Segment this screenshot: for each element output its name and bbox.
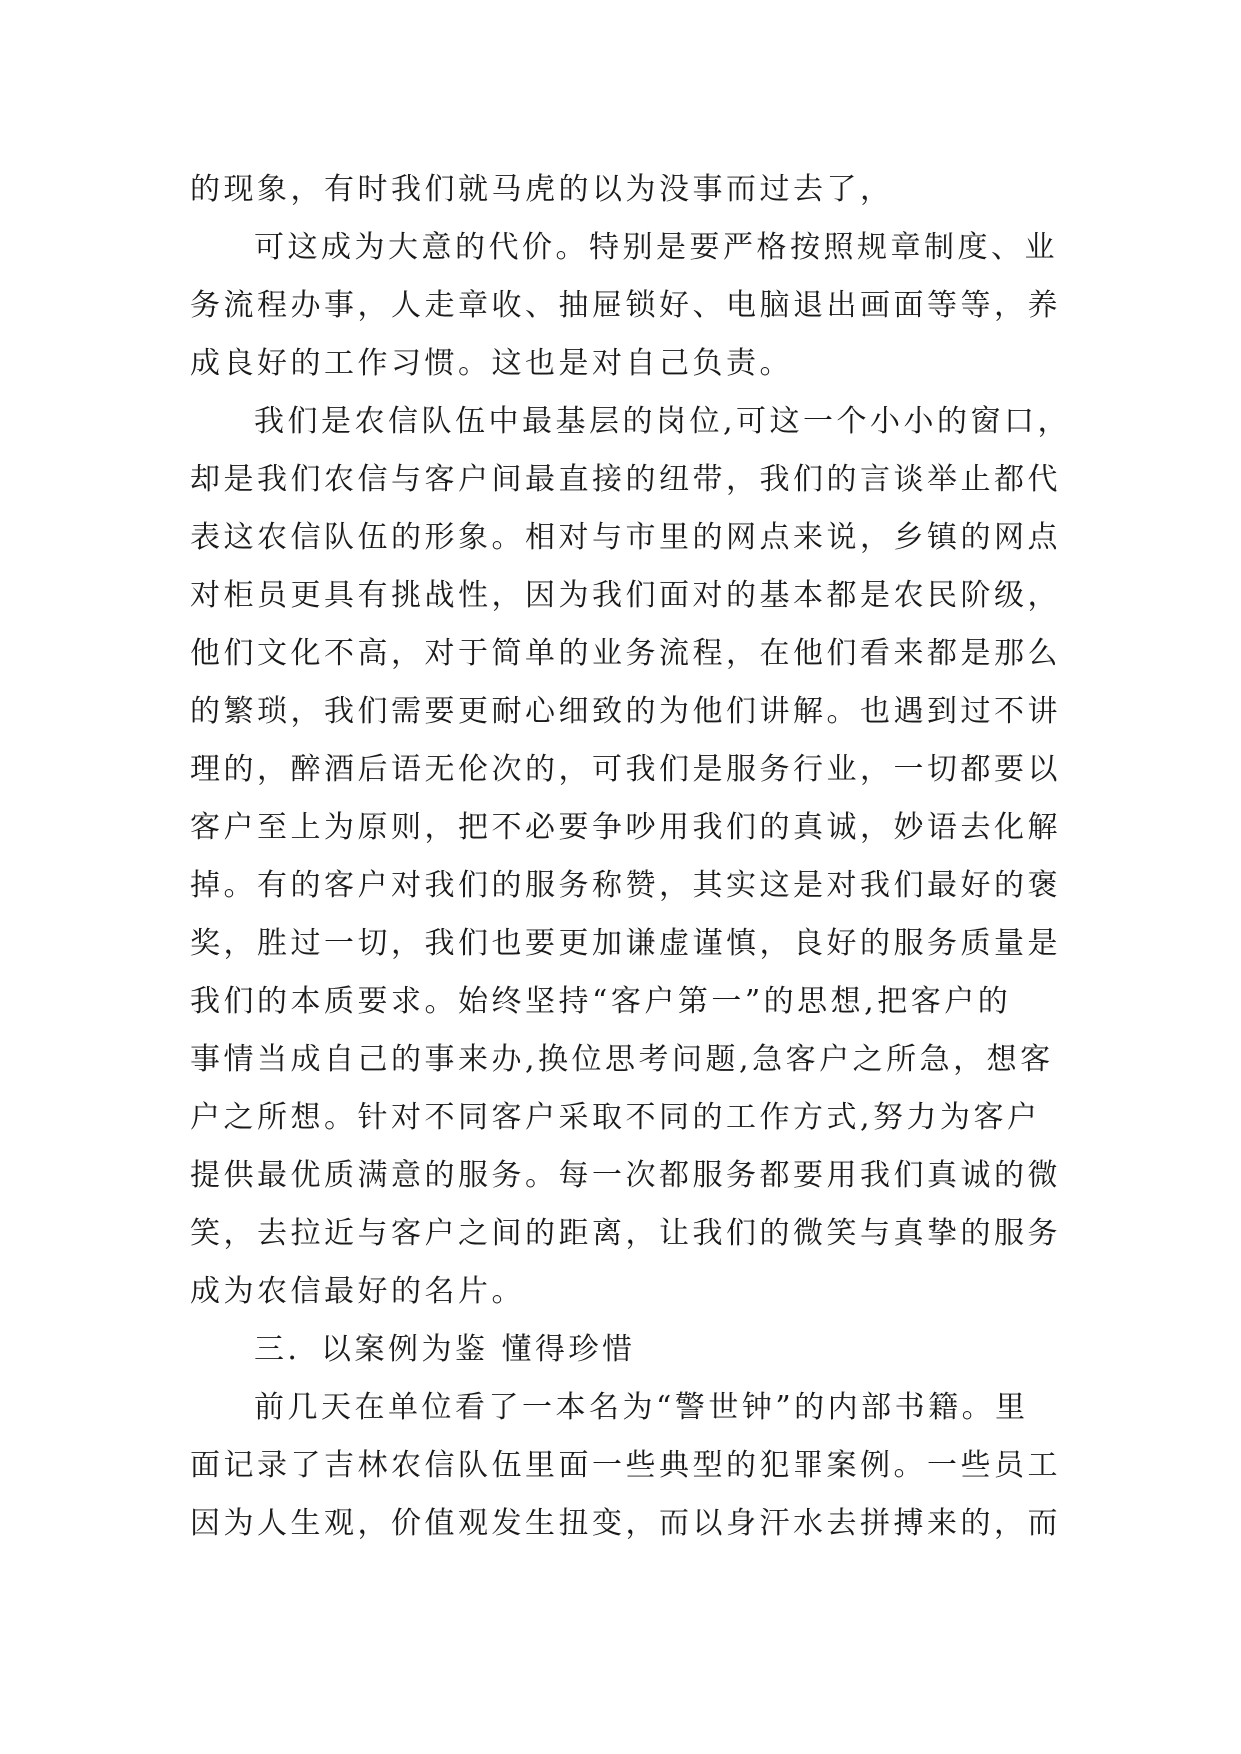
text-line: 提供最优质满意的服务。每一次都服务都要用我们真诚的微 [190,1158,1061,1193]
text-line: 前几天在单位看了一本名为“警世钟”的内部书籍。里 [254,1390,1029,1425]
text-line: 却是我们农信与客户间最直接的纽带，我们的言谈举止都代 [190,462,1061,497]
text-line: 因为人生观，价值观发生扭变，而以身汗水去拼搏来的，而 [190,1506,1061,1541]
text-line: 他们文化不高，对于简单的业务流程，在他们看来都是那么 [190,636,1061,671]
text-line: 我们是农信队伍中最基层的岗位,可这一个小小的窗口， [254,404,1072,439]
text-line: 的繁琐，我们需要更耐心细致的为他们讲解。也遇到过不讲 [190,694,1061,729]
text-line: 对柜员更具有挑战性，因为我们面对的基本都是农民阶级， [190,578,1061,613]
text-line: 理的，醉酒后语无伦次的，可我们是服务行业，一切都要以 [190,752,1061,787]
text-line: 面记录了吉林农信队伍里面一些典型的犯罪案例。一些员工 [190,1448,1061,1483]
text-line: 成良好的工作习惯。这也是对自己负责。 [190,346,793,381]
text-line: 客户至上为原则，把不必要争吵用我们的真诚，妙语去化解 [190,810,1061,845]
text-line: 户之所想。针对不同客户采取不同的工作方式,努力为客户 [190,1100,1041,1135]
text-line: 笑，去拉近与客户之间的距离，让我们的微笑与真挚的服务 [190,1216,1061,1251]
text-line: 事情当成自己的事来办,换位思考问题,急客户之所急，想客 [190,1042,1054,1077]
text-line: 可这成为大意的代价。特别是要严格按照规章制度、业 [254,230,1058,265]
text-line: 奖，胜过一切，我们也要更加谦虚谨慎，良好的服务质量是 [190,926,1061,961]
text-line: 掉。有的客户对我们的服务称赞，其实这是对我们最好的褒 [190,868,1061,903]
text-line: 三．以案例为鉴 懂得珍惜 [254,1332,636,1367]
text-line: 成为农信最好的名片。 [190,1274,525,1309]
text-line: 表这农信队伍的形象。相对与市里的网点来说，乡镇的网点 [190,520,1061,555]
text-line: 我们的本质要求。始终坚持“客户第一”的思想,把客户的 [190,984,1012,1019]
text-line: 务流程办事，人走章收、抽屉锁好、电脑退出画面等等，养 [190,288,1061,323]
body-text [190,161,1072,1553]
text-line: 的现象，有时我们就马虎的以为没事而过去了， [190,172,894,207]
